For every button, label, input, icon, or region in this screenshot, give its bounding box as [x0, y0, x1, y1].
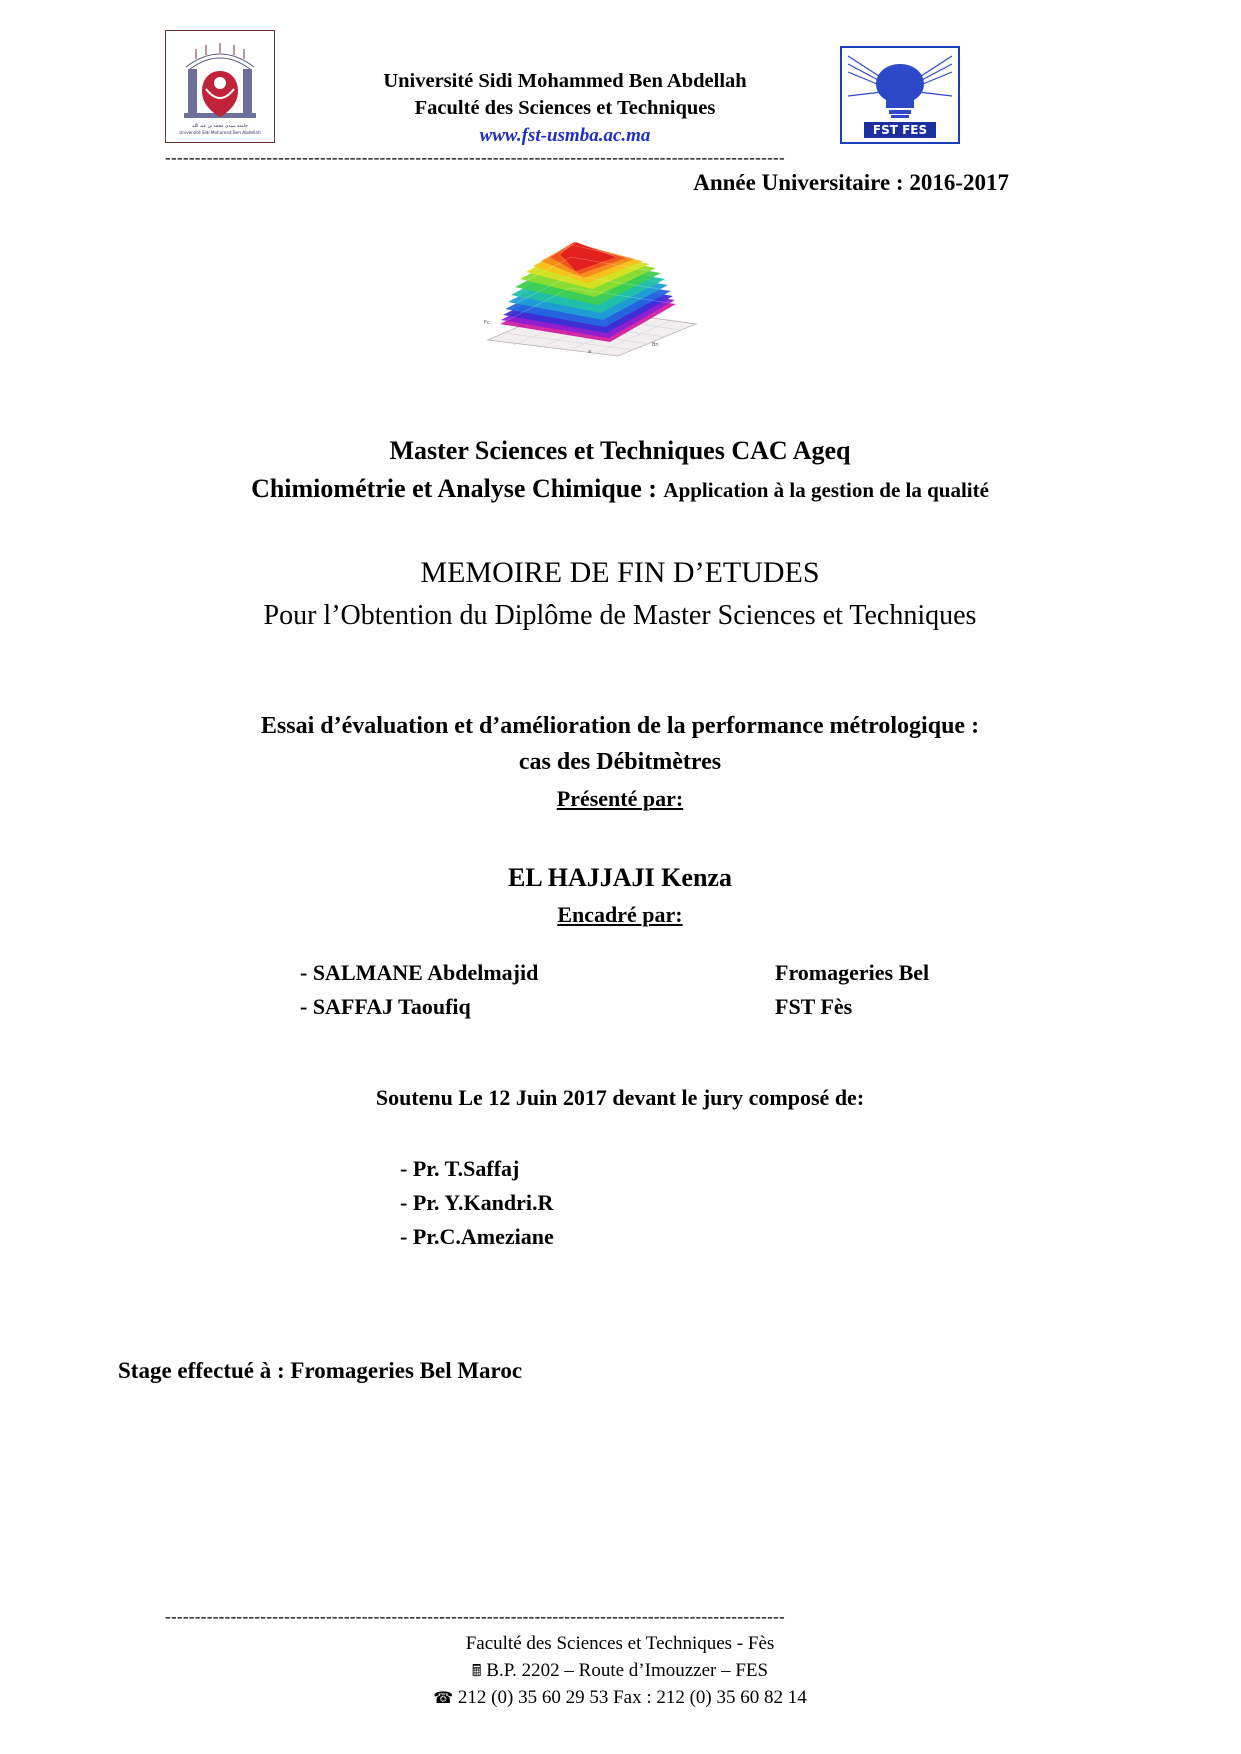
thesis-subject-block — [80, 708, 1160, 816]
usmba-university-seal-logo — [165, 30, 275, 143]
program-subtitle-main: Chimiométrie et Analyse Chimique : — [251, 474, 664, 503]
list-item: - Pr. T.Saffaj — [400, 1156, 520, 1181]
internship-line: Stage effectué à : Fromageries Bel Maroc — [118, 1358, 523, 1383]
3d-response-surface-plot — [470, 228, 710, 358]
footer-phone-row — [80, 1684, 1160, 1711]
footer-address: B.P. 2202 – Route d’Imouzzer – FES — [486, 1660, 769, 1681]
supervisors-list — [300, 960, 1000, 1028]
faculty-website-link[interactable]: www.fst-usmba.ac.ma — [479, 125, 651, 146]
supervisor-name: - SAFFAJ Taoufiq — [300, 994, 471, 1019]
footer-phone: 212 (0) 35 60 29 53 Fax : 212 (0) 35 60 82 14 — [457, 1687, 807, 1708]
document-type-title: MEMOIRE DE FIN D’ETUDES — [420, 556, 820, 589]
header-divider: -------------------------------------------------------------------------------------------------------- — [165, 148, 785, 167]
document-type-block — [80, 550, 1160, 637]
list-item — [300, 994, 1000, 1028]
program-subtitle-detail: Application à la gestion de la qualité — [663, 478, 989, 502]
footer-divider: -------------------------------------------------------------------------------------------------------- — [165, 1607, 785, 1626]
supervisor-name: - SALMANE Abdelmajid — [300, 960, 539, 985]
page-footer — [80, 1630, 1160, 1711]
defense-line: Soutenu Le 12 Juin 2017 devant le jury composé de: — [375, 1085, 865, 1110]
svg-text:Université Sidi Mohamed Ben Ab: Université Sidi Mohamed Ben Abdellah — [179, 130, 261, 135]
presented-by-label: Présenté par: — [556, 786, 684, 811]
list-item: - Pr. Y.Kandri.R — [400, 1190, 554, 1215]
svg-text:جامعة سيدي محمد بن عبد الله: جامعة سيدي محمد بن عبد الله — [192, 124, 248, 129]
list-item — [300, 960, 1000, 994]
fax-icon: 🖩 — [471, 1661, 482, 1680]
jury-list — [400, 1152, 900, 1254]
list-item: - Pr.C.Ameziane — [400, 1224, 554, 1249]
svg-text:Fc: Fc — [484, 320, 490, 326]
academic-year: Année Universitaire : 2016-2017 — [693, 170, 1009, 195]
faculty-name: Faculté des Sciences et Techniques — [414, 97, 716, 119]
fst-fes-logo — [840, 46, 960, 144]
supervised-by-label: Encadré par: — [557, 902, 683, 927]
svg-text:FST FES: FST FES — [872, 123, 928, 137]
program-subtitle — [80, 470, 1160, 509]
university-name: Université Sidi Mohammed Ben Abdellah — [383, 70, 747, 92]
program-block — [80, 432, 1160, 509]
supervisor-affiliation: FST Fès — [775, 994, 853, 1019]
thesis-subject-line1: Essai d’évaluation et d’amélioration de la performance métrologique : — [260, 713, 980, 739]
program-title: Master Sciences et Techniques CAC Ageq — [389, 436, 851, 465]
footer-address-row — [80, 1657, 1160, 1684]
document-type-subtitle: Pour l’Obtention du Diplôme de Master Sciences et Techniques — [263, 600, 977, 631]
author-name: EL HAJJAJI Kenza — [508, 863, 732, 892]
telephone-icon: ☎ — [433, 1688, 454, 1707]
page-header — [165, 30, 1075, 145]
thesis-subject-line2: cas des Débitmètres — [518, 749, 722, 775]
svg-text:Bn: Bn — [652, 342, 659, 348]
header-title-block — [295, 68, 835, 149]
author-block — [80, 858, 1160, 932]
supervisor-affiliation: Fromageries Bel — [775, 960, 930, 985]
footer-faculty: Faculté des Sciences et Techniques - Fès — [465, 1633, 775, 1654]
svg-text:a: a — [588, 349, 592, 355]
